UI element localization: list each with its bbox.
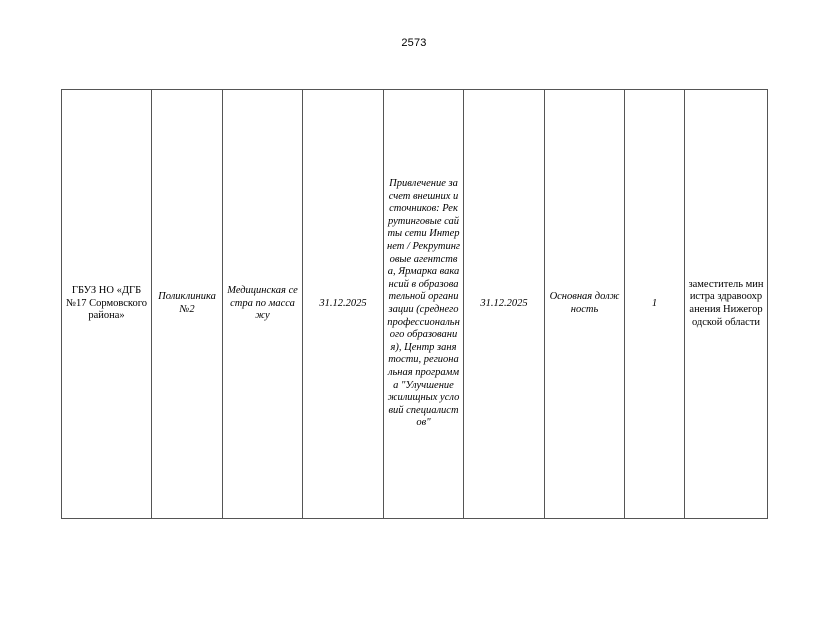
- date-cell-2: [464, 90, 545, 519]
- page-number: 2573: [401, 37, 427, 49]
- position-text: Медицинская сестра по массажу: [227, 285, 298, 322]
- quantity-cell: [625, 90, 685, 519]
- date-cell-1: [303, 90, 384, 519]
- responsible-cell: [685, 90, 768, 519]
- position-cell: [223, 90, 303, 519]
- organization-cell: [62, 90, 152, 519]
- table-row: [62, 90, 768, 519]
- quantity-text: 1: [651, 297, 658, 309]
- recruitment-sources-text: Привлечение за счет внешних источников: Рекрутинговые сайты сети Интернет / Рекрутинговые агентства, Ярмарка вакансий в образовательной организации (среднего профессионального образования), Центр занятости, региональная программа "Улучшение жилищных условий специалистов": [387, 178, 460, 429]
- subdivision-text: Поликлиника №2: [158, 291, 216, 315]
- subdivision-cell: [152, 90, 223, 519]
- position-type-cell: [545, 90, 625, 519]
- position-type-text: Основная должность: [549, 291, 620, 315]
- responsible-text: заместитель министра здравоохранения Нижегородской области: [688, 278, 764, 328]
- recruitment-sources-cell: [384, 90, 464, 519]
- date-text-1: 31.12.2025: [319, 297, 367, 309]
- organization-text: ГБУЗ НО «ДГБ №17 Сормовского района»: [65, 285, 148, 322]
- date-text-2: 31.12.2025: [480, 297, 528, 309]
- vacancy-table: [61, 89, 768, 519]
